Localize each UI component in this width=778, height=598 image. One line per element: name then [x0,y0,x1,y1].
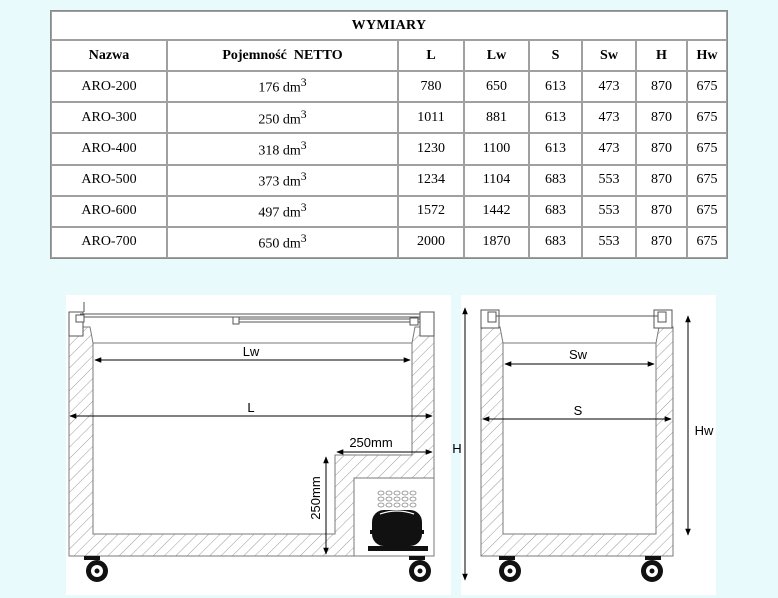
freezer-diagram [0,290,778,598]
cell-lw: 881 [464,102,529,133]
s-dimension-label: S [573,403,583,418]
cell-hw: 675 [687,71,727,102]
cell-l: 2000 [398,227,464,258]
unit-exponent: 3 [300,200,307,214]
cell-s: 683 [529,227,582,258]
cell-pojemnosc [167,227,398,258]
hw-dimension-label: Hw [694,423,714,438]
cell-pojemnosc [167,133,398,164]
h-dimension-label: H [452,441,462,456]
cell-pojemnosc [167,165,398,196]
cell-lw: 1104 [464,165,529,196]
cell-lw: 1442 [464,196,529,227]
header-hw: Hw [687,40,727,71]
table-row [51,227,727,258]
cell-h: 870 [636,227,687,258]
cell-lw: 1870 [464,227,529,258]
table-row [51,71,727,102]
cell-h: 870 [636,165,687,196]
cell-sw: 473 [582,133,636,164]
side-view [481,310,673,582]
sw-dimension-label: Sw [568,347,588,362]
cell-hw: 675 [687,102,727,133]
cell-l: 1234 [398,165,464,196]
cell-pojemnosc [167,71,398,102]
cell-nazwa: ARO-600 [51,196,167,227]
dimensions-table [50,10,728,259]
table-row [51,196,727,227]
cell-sw: 553 [582,196,636,227]
unit-exponent: 3 [300,232,307,246]
table-row [51,165,727,196]
side-cavity [503,343,656,534]
cell-hw: 675 [687,227,727,258]
capacity-value: 176 dm [258,81,301,97]
header-pojemnosc: Pojemność NETTO [167,40,398,71]
cell-h: 870 [636,102,687,133]
cell-nazwa: ARO-400 [51,133,167,164]
capacity-value: 373 dm [258,174,301,190]
unit-exponent: 3 [300,138,307,152]
header-sw: Sw [582,40,636,71]
header-nazwa: Nazwa [51,40,167,71]
cell-h: 870 [636,133,687,164]
cell-sw: 553 [582,227,636,258]
cell-l: 780 [398,71,464,102]
capacity-value: 250 dm [258,112,301,128]
capacity-value: 650 dm [258,236,301,252]
cell-nazwa: ARO-300 [51,102,167,133]
cell-l: 1572 [398,196,464,227]
table-row [51,102,727,133]
cell-hw: 675 [687,165,727,196]
cell-s: 613 [529,71,582,102]
cell-lw: 1100 [464,133,529,164]
table-row [51,133,727,164]
cell-s: 683 [529,165,582,196]
cell-s: 613 [529,133,582,164]
header-l: L [398,40,464,71]
cell-s: 683 [529,196,582,227]
cell-hw: 675 [687,196,727,227]
compartment-height-label: 250mm [308,476,323,520]
cell-nazwa: ARO-200 [51,71,167,102]
unit-exponent: 3 [300,107,307,121]
l-dimension-label: L [247,400,255,415]
unit-exponent: 3 [300,76,307,90]
cell-pojemnosc [167,102,398,133]
header-s: S [529,40,582,71]
cell-h: 870 [636,196,687,227]
cell-sw: 473 [582,102,636,133]
cell-hw: 675 [687,133,727,164]
header-row [51,40,727,71]
cell-lw: 650 [464,71,529,102]
header-h: H [636,40,687,71]
cell-nazwa: ARO-700 [51,227,167,258]
cell-sw: 553 [582,165,636,196]
cell-s: 613 [529,102,582,133]
cell-nazwa: ARO-500 [51,165,167,196]
front-view [69,302,434,582]
lw-dimension-label: Lw [242,344,260,359]
unit-exponent: 3 [300,169,307,183]
cell-h: 870 [636,71,687,102]
capacity-value: 318 dm [258,143,301,159]
compartment-width-label: 250mm [349,435,393,450]
cell-l: 1011 [398,102,464,133]
cell-pojemnosc [167,196,398,227]
capacity-value: 497 dm [258,205,301,221]
cell-sw: 473 [582,71,636,102]
table-title: WYMIARY [51,11,727,40]
header-lw: Lw [464,40,529,71]
cell-l: 1230 [398,133,464,164]
